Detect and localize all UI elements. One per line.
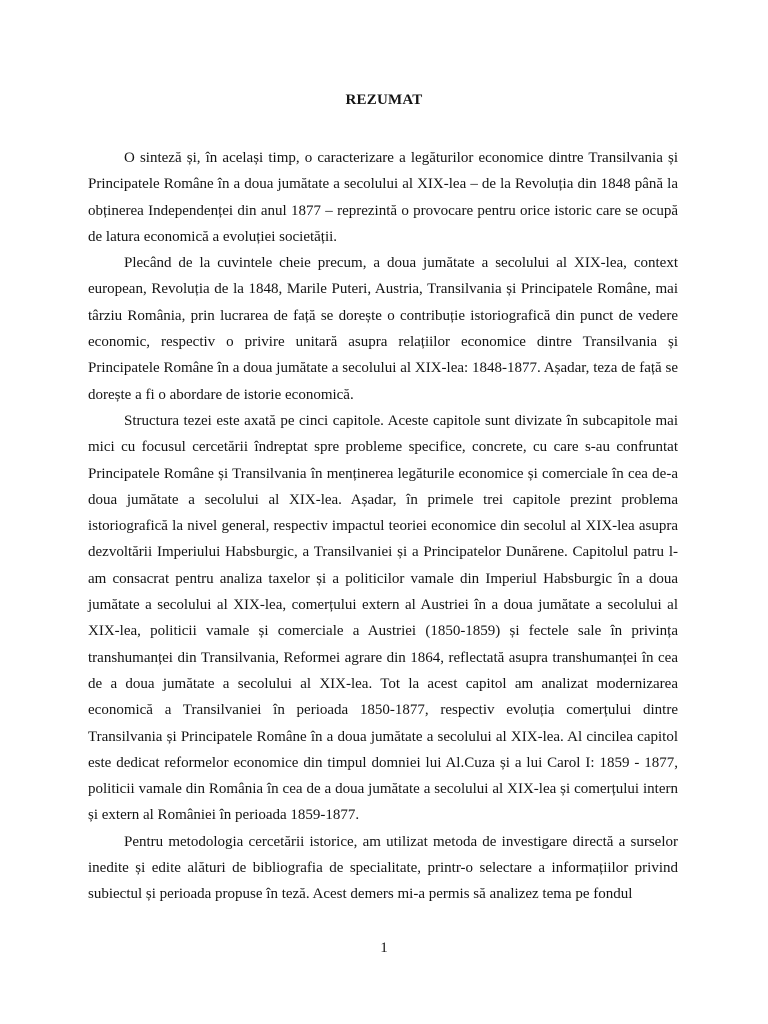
paragraph-keywords: Plecând de la cuvintele cheie precum, a doua jumătate a secolului al XIX-lea, context european, Revoluția de la 1848, Marile Puteri, Austria, Transilvania și Principatele Române, mai târziu România, prin lucrarea de față se dorește o contribuție istoriografică din punct de vedere economic, respectiv o privire unitară asupra relațiilor economice dintre Transilvania și Principatele Române în a doua jumătate a secolului al XIX-lea: 1848-1877. Așadar, teza de față se dorește a fi o abordare de istorie economică. [88,255,678,403]
document-title: REZUMAT [345,92,423,108]
paragraph-introduction: O sinteză și, în același timp, o caracterizare a legăturilor economice dintre Transilvania și Principatele Române în a doua jumătate a secolului al XIX-lea – de la Revoluția din 1848 până la obținerea Independenței din anul 1877 – reprezintă o provocare pentru orice istoric care se ocupă de latura economică a evoluției societății. [88,150,678,245]
paragraph-methodology: Pentru metodologia cercetării istorice, am utilizat metoda de investigare directă a surselor inedite și edite alături de bibliografia de specialitate, printr-o selectare a informațiilor privind subiectul și perioada propuse în teză. Acest demers mi-a permis să analizez tema pe fondul [88,833,678,903]
paragraph-structure: Structura tezei este axată pe cinci capitole. Aceste capitole sunt divizate în subcapitole mai mici cu focusul cercetării îndreptat spre probleme specifice, concrete, cu care s-au confruntat Principatele Române și Transilvania în menținerea legăturile economice și comerciale în cea de-a doua jumătate a secolului al XIX-lea. Așadar, în primele trei capitole prezint problema istoriografică la nivel general, respectiv impactul teoriei economice din secolul al XIX-lea asupra dezvoltării Imperiului Habsburgic, a Transilvaniei și a Principatelor Dunărene. Capitolul patru l-am consacrat pentru analiza taxelor și a politicilor vamale din Imperiul Habsburgic în a doua jumătate a secolului al XIX-lea, comerțului extern al Austriei în a doua jumătate a secolului al XIX-lea, politicii vamale și comerciale a Austriei (1850-1859) și fectele sale în privința transhumanței din Transilvania, Reformei agrare din 1864, reflectată asupra transhumanței în cea de a doua jumătate a secolului al XIX-lea. Tot la acest capitol am analizat modernizarea economică a Transilvaniei în perioada 1850-1877, respectiv evoluția comerțului dintre Transilvania și Principatele Române în a doua jumătate a secolului al XIX-lea. Al cincilea capitol este dedicat reformelor economice din timpul domniei lui Al.Cuza și a lui Carol I: 1859 - 1877, politicii vamale din România în cea de a doua jumătate a secolului al XIX-lea și comerțului intern și extern al României în perioada 1859-1877. [88,412,678,824]
page-number: 1 [380,940,388,956]
document-body [88,145,678,908]
